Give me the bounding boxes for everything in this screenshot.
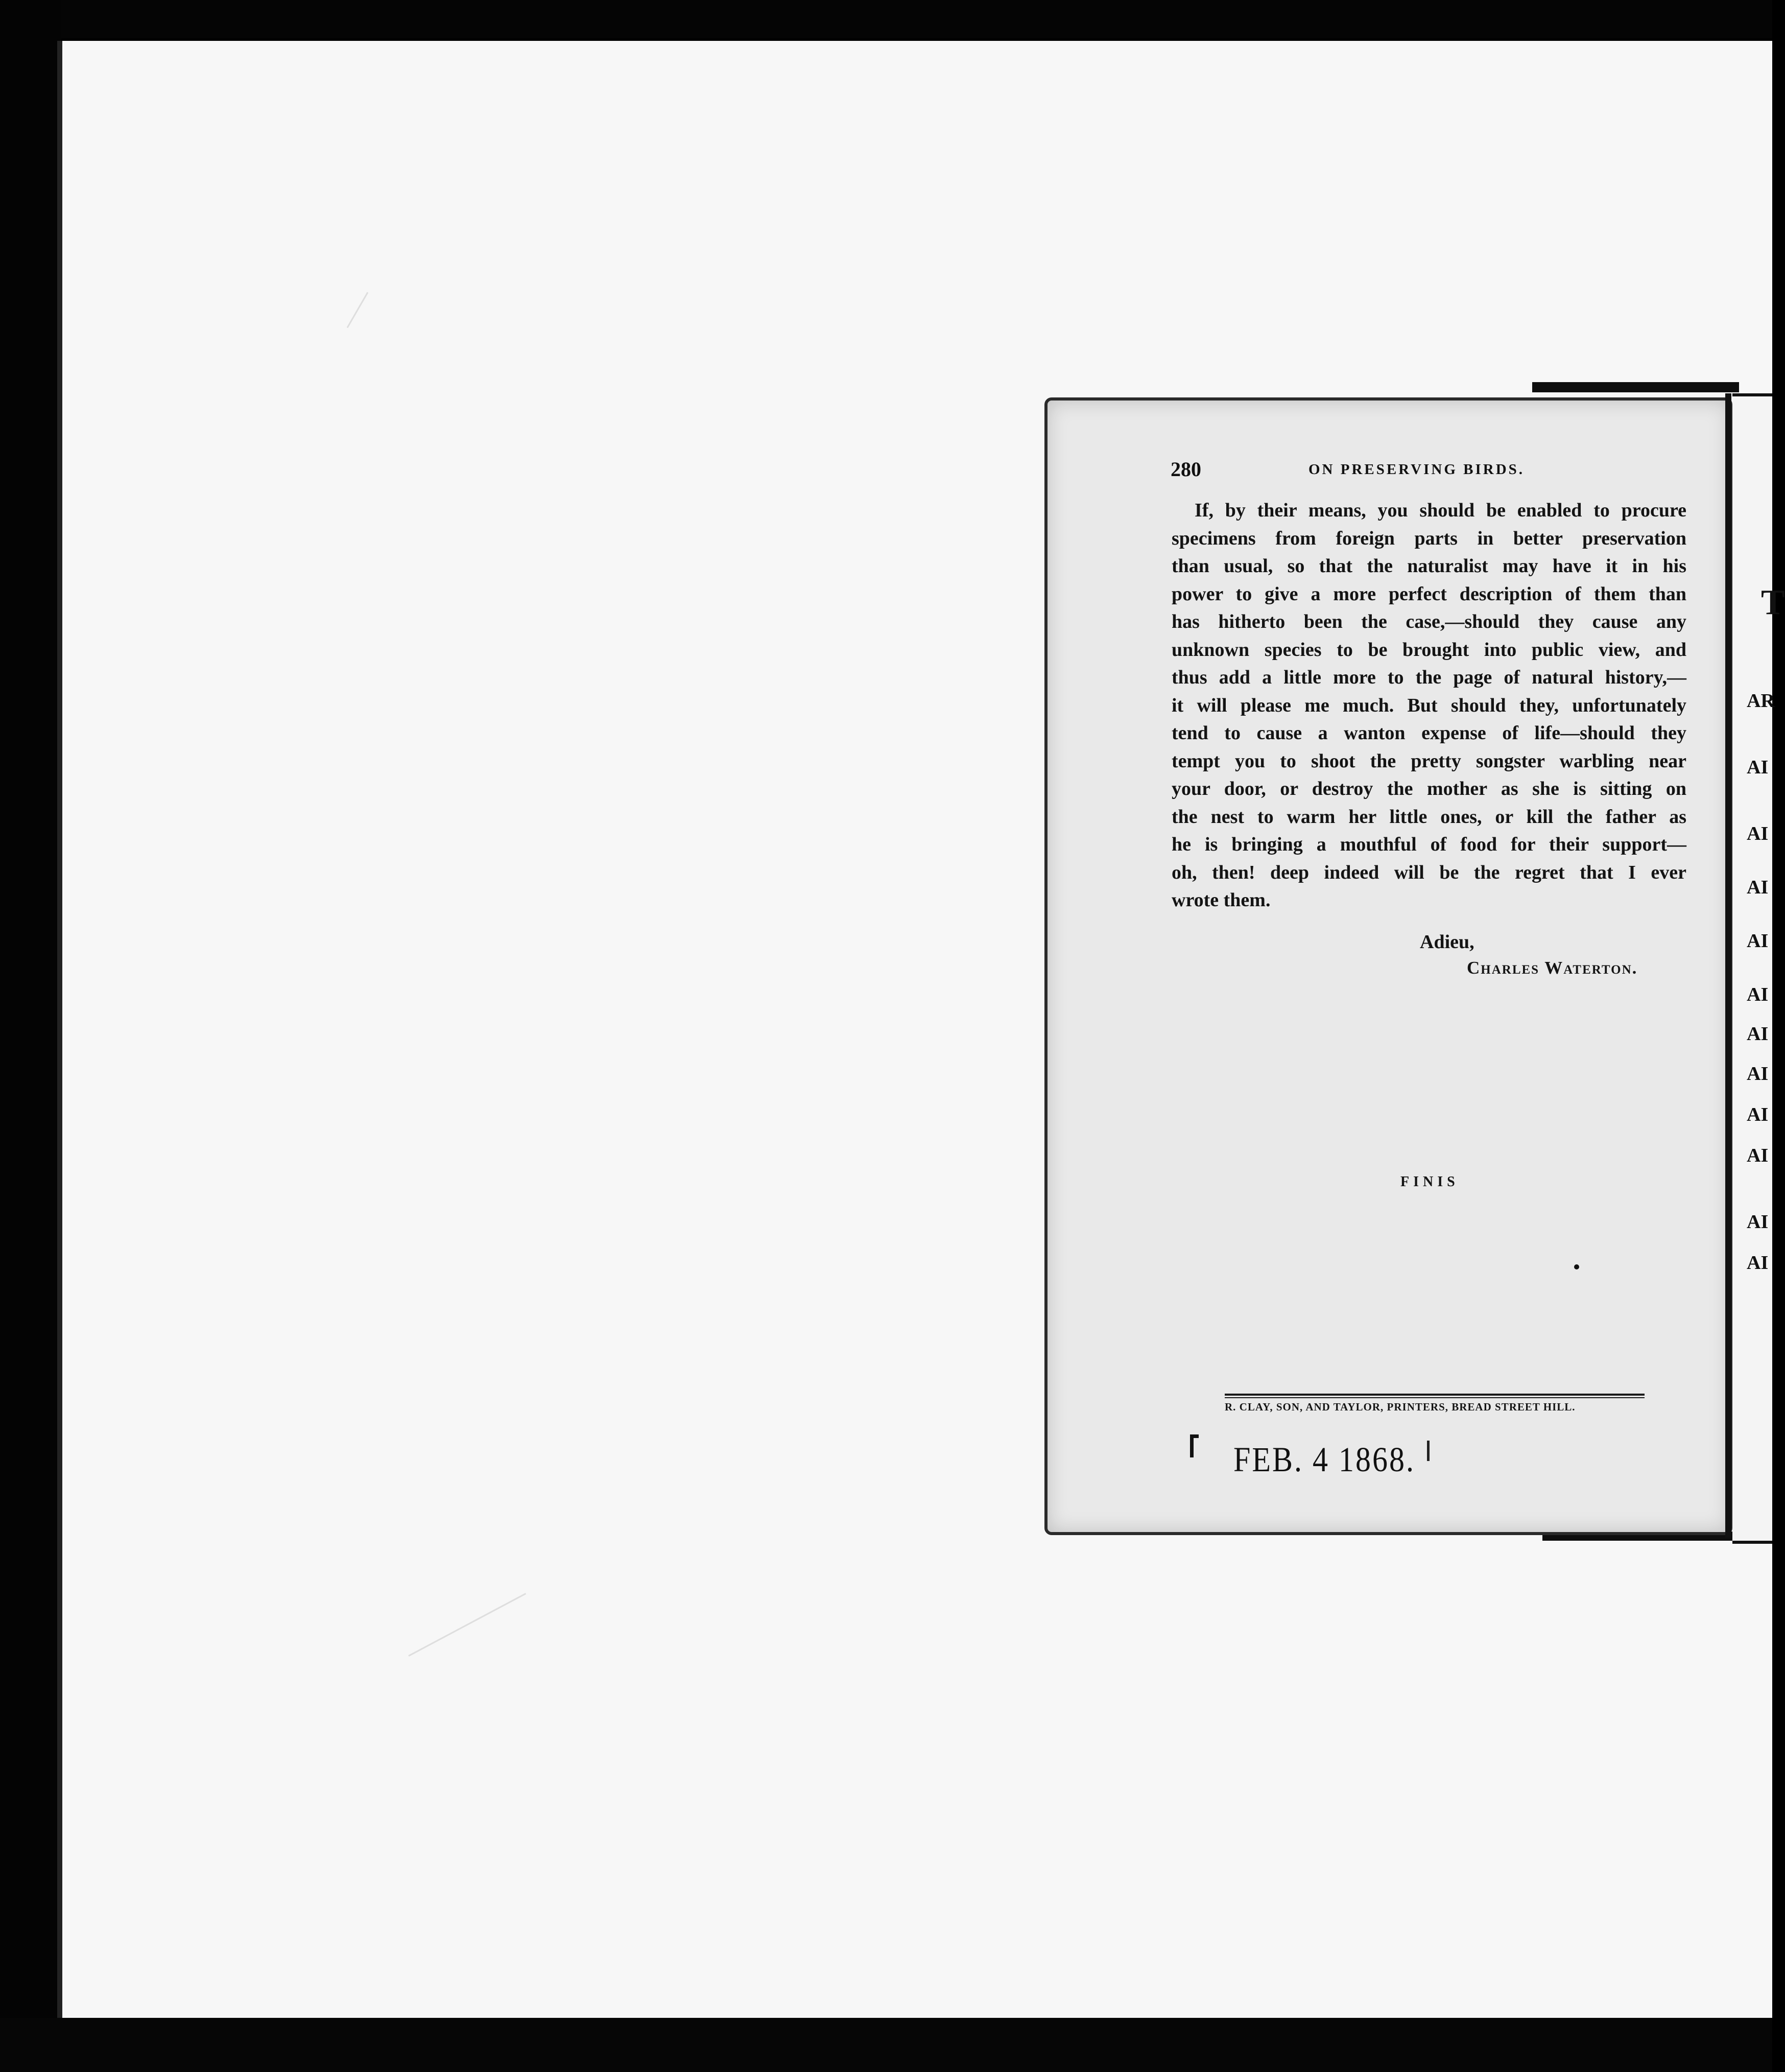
- next-page-fragment: AI: [1747, 1211, 1769, 1233]
- ink-dot: [1574, 1264, 1579, 1269]
- running-head: [1171, 457, 1686, 483]
- text-line: wrote them.: [1172, 889, 1271, 911]
- text-line: oh, then! deep indeed will be the regret that I ever: [1172, 861, 1686, 883]
- text-line: tempt you to shoot the pretty songster warbling near: [1172, 750, 1686, 772]
- text-line: unknown species to be brought into public view, and: [1172, 639, 1686, 661]
- next-page-fragment: AI: [1747, 877, 1769, 898]
- binding-tab-top: [1532, 382, 1739, 392]
- text-line: your door, or destroy the mother as she is sitting on: [1172, 778, 1686, 799]
- text-line: the nest to warm her little ones, or kill the father as: [1172, 806, 1686, 828]
- next-page-fragment: AI: [1747, 1145, 1769, 1166]
- scan-edge-shadow: [57, 41, 62, 2018]
- next-page-fragment: AI: [1747, 930, 1769, 952]
- next-page-fragment: AR: [1747, 690, 1775, 712]
- text-line: If, by their means, you should be enabled to procure: [1195, 500, 1686, 521]
- next-page-fragment: AI: [1747, 1104, 1769, 1125]
- page-number: 280: [1171, 458, 1201, 481]
- next-page-fragment: AI: [1747, 1063, 1769, 1085]
- text-line: he is bringing a mouthful of food for their support—: [1172, 834, 1686, 855]
- next-page-fragment: AI: [1747, 984, 1769, 1005]
- text-line: has hitherto been the case,—should they cause any: [1172, 611, 1686, 632]
- next-page-fragment: AI: [1747, 1023, 1769, 1045]
- text-line: specimens from foreign parts in better preservation: [1172, 527, 1686, 549]
- text-line: power to give a more perfect description of them than: [1172, 583, 1686, 605]
- scan-border-top: [0, 0, 1772, 38]
- stamp-bracket: [1423, 1441, 1430, 1461]
- printer-rule: [1225, 1394, 1645, 1396]
- author-signature: Charles Waterton.: [1467, 958, 1638, 978]
- text-line: than usual, so that the naturalist may have it in his: [1172, 555, 1686, 577]
- next-page-fragment: AI: [1747, 823, 1769, 844]
- text-line: tend to cause a wanton expense of life—should they: [1172, 722, 1686, 744]
- printer-imprint: R. CLAY, SON, AND TAYLOR, PRINTERS, BREAD STREET HILL.: [1225, 1401, 1576, 1413]
- date-stamp: FEB. 4 1868.: [1233, 1440, 1416, 1479]
- closing-word: Adieu,: [1420, 931, 1474, 953]
- next-page-initial: T: [1761, 583, 1785, 622]
- next-page-fragment: AI: [1747, 757, 1769, 778]
- finis-mark: FINIS: [1400, 1174, 1459, 1190]
- text-line: it will please me much. But should they, unfortunately: [1172, 694, 1686, 716]
- next-page-fragments: [1747, 511, 1775, 1430]
- running-title: ON PRESERVING BIRDS.: [1308, 461, 1525, 478]
- next-page-fragment: AI: [1747, 1252, 1769, 1274]
- stamp-bracket: [1190, 1434, 1199, 1457]
- scan-border-left: [0, 0, 61, 2072]
- body-paragraph: [1172, 497, 1686, 914]
- page-gutter: [1725, 393, 1731, 1538]
- scan-border-bottom: [0, 2018, 1772, 2072]
- text-line: thus add a little more to the page of natural history,—: [1172, 667, 1686, 688]
- printer-rule: [1225, 1397, 1645, 1398]
